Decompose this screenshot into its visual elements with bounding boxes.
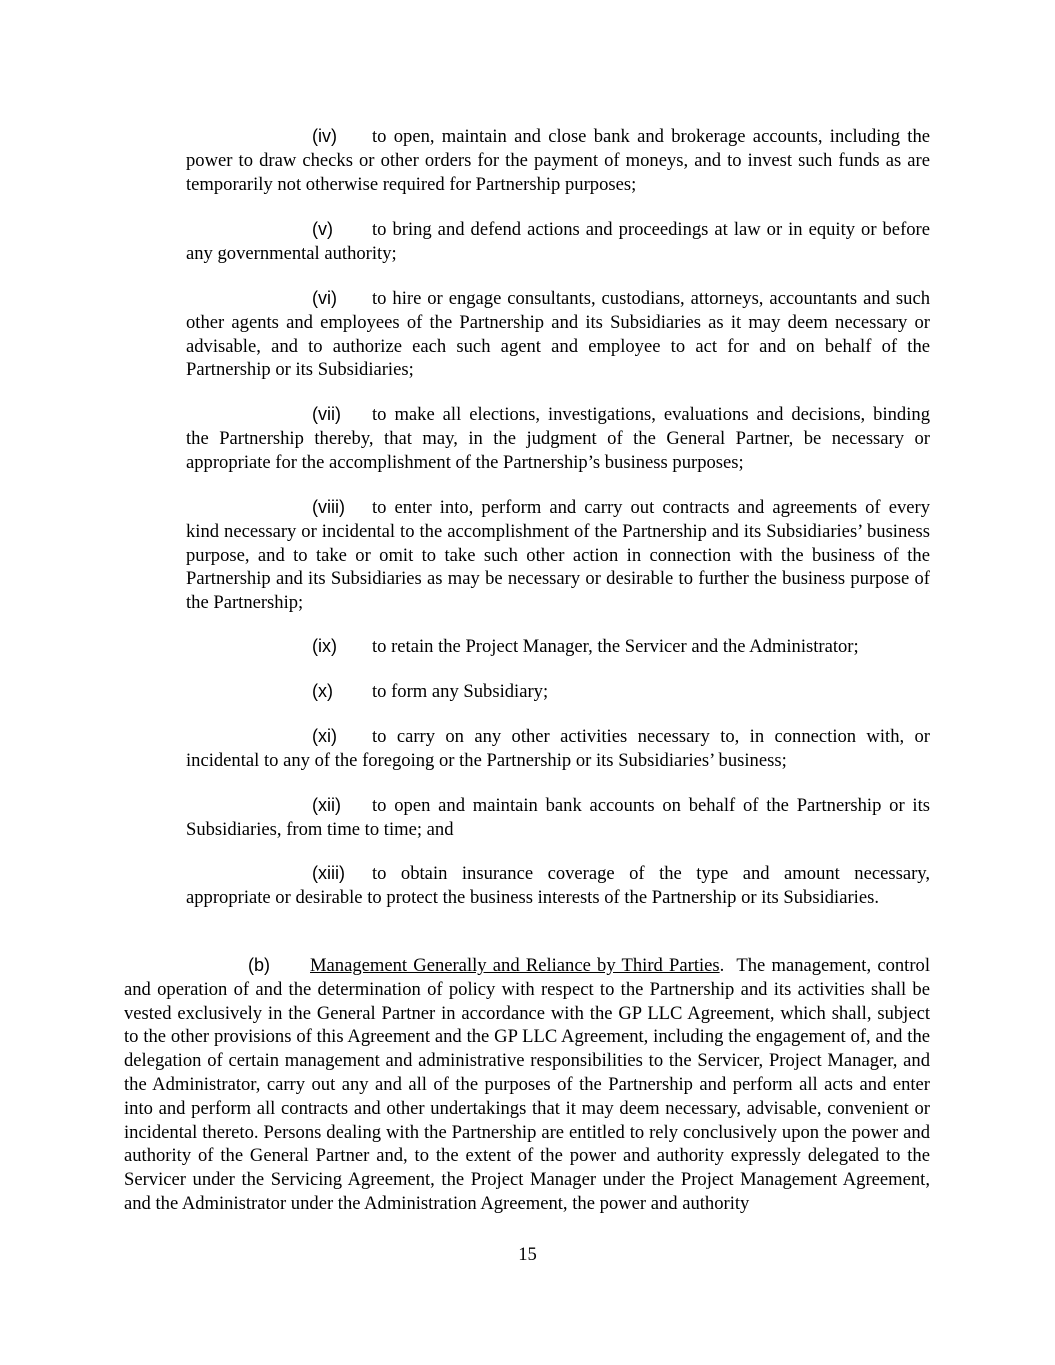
clause-number: (xiii) — [312, 863, 345, 883]
clause-v — [186, 218, 930, 266]
clause-text: to obtain insurance coverage of the type and amount necessary, appropriate or desirable to protect the business interests of the Partnership or its Subsidiaries. — [186, 863, 930, 908]
clause-number: (xi) — [312, 726, 337, 746]
clause-text: to retain the Project Manager, the Servicer and the Administrator; — [372, 636, 859, 657]
clause-text: to open, maintain and close bank and brokerage accounts, including the power to draw checks or other orders for the payment of moneys, and to invest such funds as are temporarily not otherwise required for Partnership purposes; — [186, 126, 930, 195]
clause-number: (x) — [312, 681, 333, 701]
clause-text: to bring and defend actions and proceedings at law or in equity or before any governmental authority; — [186, 219, 930, 264]
clause-text: to open and maintain bank accounts on behalf of the Partnership or its Subsidiaries, from time to time; and — [186, 795, 930, 840]
clause-viii — [186, 496, 930, 615]
clause-number: (vi) — [312, 288, 337, 308]
clause-number: (ix) — [312, 636, 337, 656]
clause-iv — [186, 125, 930, 196]
clause-xiii — [186, 862, 930, 910]
clause-x — [186, 680, 930, 704]
clause-text: to make all elections, investigations, evaluations and decisions, binding the Partnership thereby, that may, in the judgment of the General Partner, be necessary or appropriate for the accomplishment of the Partnership’s business purposes; — [186, 404, 930, 473]
clause-ix — [186, 635, 930, 659]
clause-number: (viii) — [312, 497, 345, 517]
clause-vii — [186, 403, 930, 474]
clause-text: to hire or engage consultants, custodians, attorneys, accountants and such other agents and employees of the Partnership and its Subsidiaries as it may deem necessary or advisable, and to authorize each such agent and employee to act for and on behalf of the Partnership or its Subsidiaries; — [186, 288, 930, 381]
clause-xi — [186, 725, 930, 773]
section-text: The management, control and operation of and the determination of policy with respect to the Partnership and its activities shall be vested exclusively in the General Partner in accordance with the GP LLC Agreement, which shall, subject to the other provisions of this Agreement and the GP LLC Agreement, including the engagement of, and the delegation of certain management and administrative responsibilities to the Servicer, Project Manager, and the Administrator, carry out any and all of the purposes of the Partnership and perform all acts and enter into and perform all contracts and other undertakings that it may deem necessary, advisable, convenient or incidental thereto. Persons dealing with the Partnership are entitled to rely conclusively upon the power and authority of the General Partner and, to the extent of the power and authority expressly delegated to the Servicer under the Servicing Agreement, the Project Manager under the Project Management Agreement, and the Administrator under the Administration Agreement, the power and authority — [124, 955, 930, 1214]
clause-text: to enter into, perform and carry out contracts and agreements of every kind necessary or incidental to the accomplishment of the Partnership and its Subsidiaries’ business purpose, and to take or omit to take such other action in connection with the business of the Partnership and its Subsidiaries as may be necessary or desirable to further the business purpose of the Partnership; — [186, 497, 930, 614]
section-number: (b) — [248, 955, 270, 975]
clause-text: to form any Subsidiary; — [372, 681, 549, 702]
clause-number: (xii) — [312, 795, 341, 815]
section-b-paragraph — [124, 954, 930, 1216]
page-number: 15 — [518, 1244, 537, 1265]
clause-text: to carry on any other activities necessary to, in connection with, or incidental to any of the foregoing or the Partnership or its Subsidiaries’ business; — [186, 726, 930, 771]
section-heading-end: . — [719, 955, 725, 976]
clause-number: (vii) — [312, 404, 341, 424]
clause-number: (iv) — [312, 126, 337, 146]
clause-xii — [186, 794, 930, 842]
clause-number: (v) — [312, 219, 333, 239]
clause-vi — [186, 287, 930, 382]
section-heading: Management Generally and Reliance by Third Parties — [310, 955, 720, 976]
